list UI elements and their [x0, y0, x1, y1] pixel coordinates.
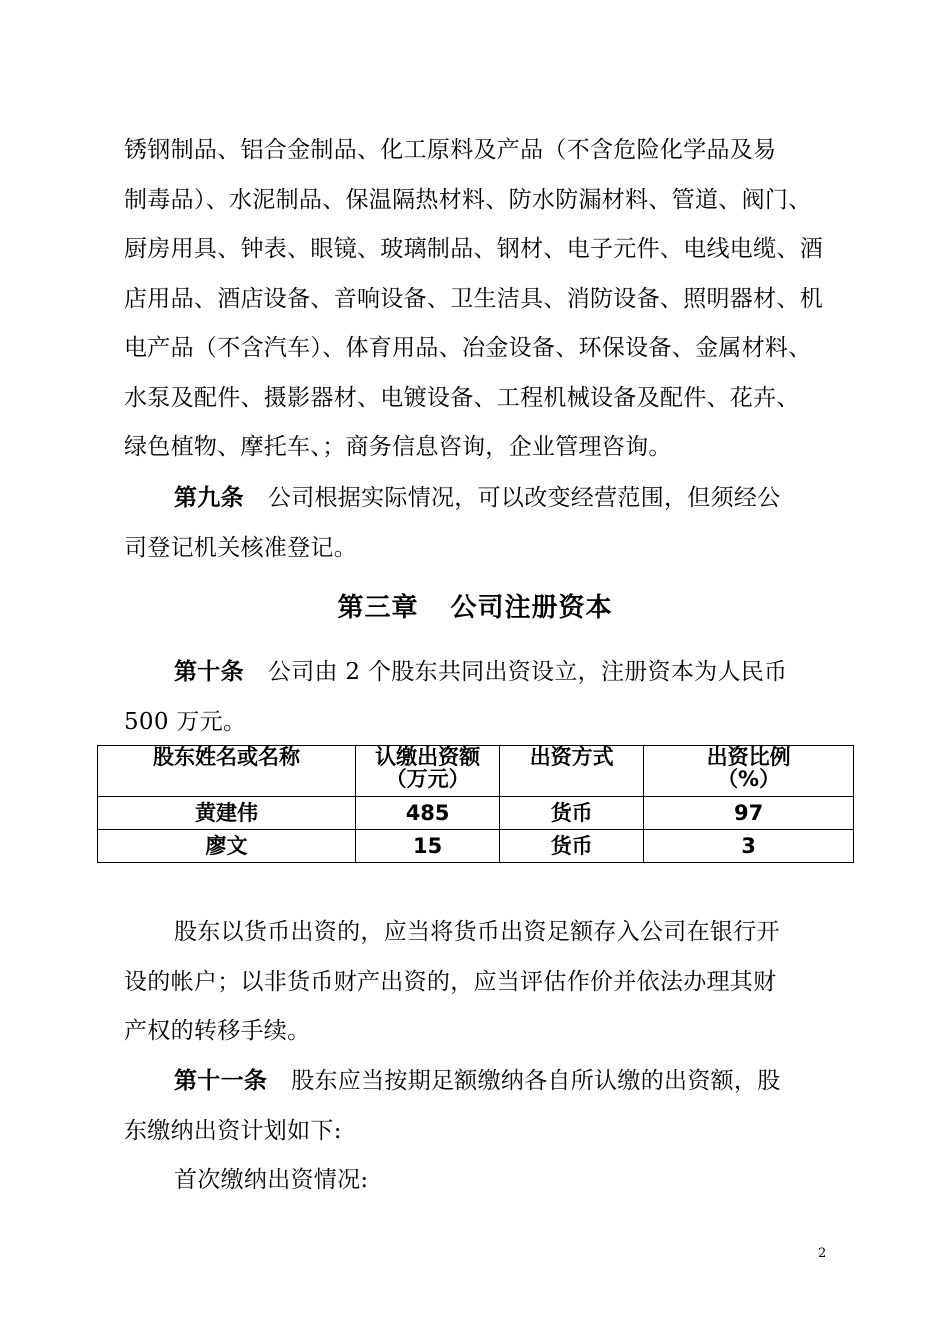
text-line: 水泵及配件、摄影器材、电镀设备、工程机械设备及配件、花卉、 [124, 384, 800, 411]
article-9-label: 第九条 [174, 485, 244, 511]
text-line: 股东以货币出资的，应当将货币出资足额存入公司在银行开 [174, 919, 780, 945]
chapter-title: 公司注册资本 [450, 593, 613, 623]
cell-name: 黄建伟 [98, 797, 356, 830]
business-scope-paragraph [124, 126, 826, 473]
cell-amount: 485 [356, 797, 500, 830]
cell-method: 货币 [500, 830, 644, 863]
text-line: 电产品（不含汽车）、体育用品、冶金设备、环保设备、金属材料、 [124, 335, 812, 361]
text-line: 东缴纳出资计划如下: [124, 1117, 342, 1144]
article-11-text: 股东应当按期足额缴纳各自所认缴的出资额，股 [291, 1068, 781, 1094]
first-payment-line: 首次缴纳出资情况: [174, 1167, 369, 1193]
text-line: 锈钢制品、铝合金制品、化工原料及产品（不含危险化学品及易 [124, 137, 777, 163]
header-ratio: 出资比例 （%） [644, 746, 854, 797]
text-line: 绿色植物、摩托车、；商务信息咨询，企业管理咨询。 [124, 434, 672, 460]
text-line: 厨房用具、钟表、眼镜、玻璃制品、钢材、电子元件、电线电缆、酒 [124, 236, 823, 262]
cell-amount: 15 [356, 830, 500, 863]
capital-contribution-table [97, 745, 854, 863]
article-10 [124, 648, 826, 747]
cell-method: 货币 [500, 797, 644, 830]
text-line: 设的帐户；以非货币财产出资的，应当评估作价并依法办理其财 [124, 968, 777, 995]
chapter-heading [0, 587, 950, 624]
table-row [98, 830, 854, 863]
text-line: 500 万元。 [124, 708, 247, 735]
text-line: 产权的转移手续。 [124, 1018, 311, 1044]
article-10-text: 公司由 2 个股东共同出资设立，注册资本为人民币 [267, 659, 788, 685]
text-line: 司登记机关核准登记。 [124, 534, 357, 561]
header-name: 股东姓名或名称 [98, 746, 356, 797]
cell-name: 廖文 [98, 830, 356, 863]
article-11 [124, 1057, 826, 1206]
article-9 [124, 474, 826, 573]
page-number: 2 [818, 1246, 827, 1261]
article-10-label: 第十条 [174, 659, 244, 685]
contribution-paragraph [124, 908, 826, 1057]
header-method: 出资方式 [500, 746, 644, 797]
article-11-label: 第十一条 [174, 1068, 268, 1094]
text-line: 制毒品）、水泥制品、保温隔热材料、防水防漏材料、管道、阀门、 [124, 186, 812, 213]
text-line: 店用品、酒店设备、音响设备、卫生洁具、消防设备、照明器材、机 [124, 285, 823, 312]
header-amount: 认缴出资额 （万元） [356, 746, 500, 797]
table-header-row [98, 746, 854, 797]
chapter-label: 第三章 [337, 593, 419, 623]
cell-ratio: 97 [644, 797, 854, 830]
cell-ratio: 3 [644, 830, 854, 863]
article-9-text: 公司根据实际情况，可以改变经营范围，但须经公 [267, 485, 781, 511]
table-row [98, 797, 854, 830]
